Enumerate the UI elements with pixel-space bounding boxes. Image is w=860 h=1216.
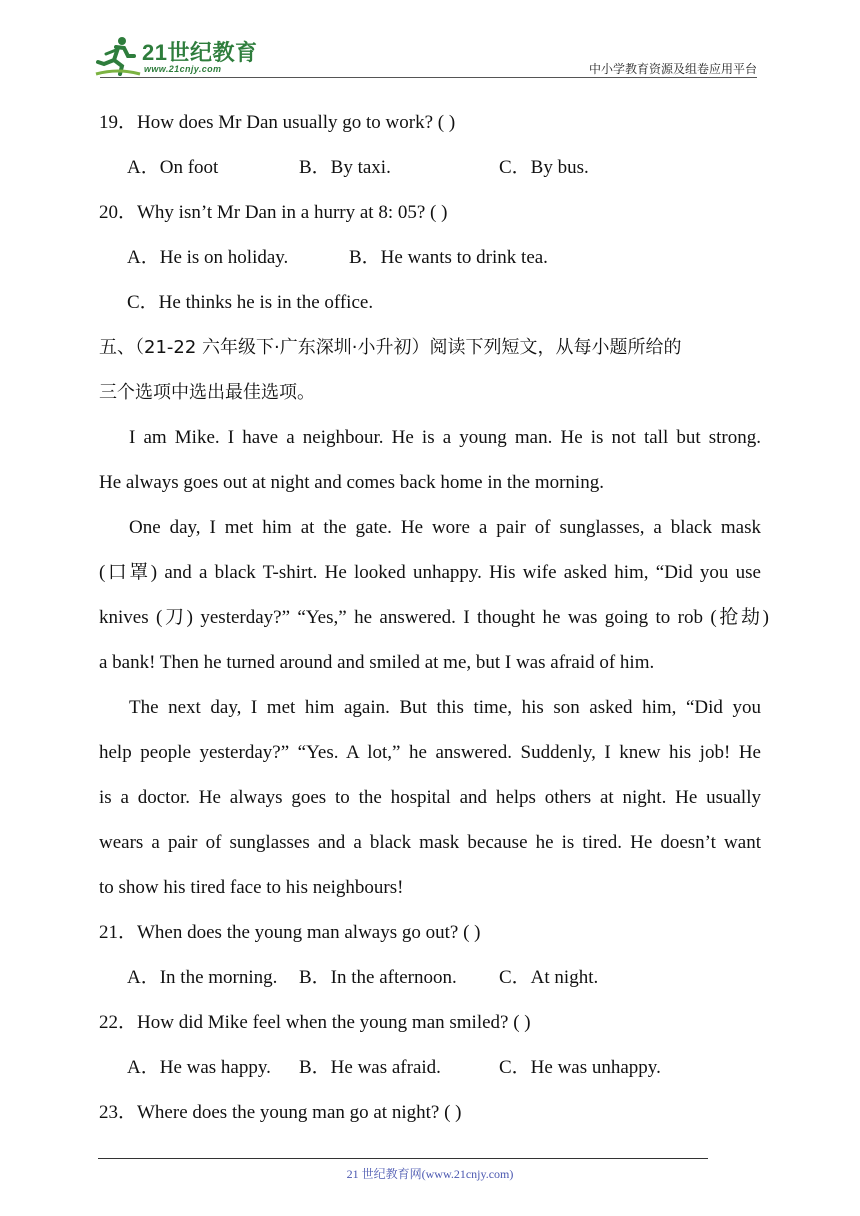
question-21: 21．When does the young man always go out? ( ) [99,922,481,943]
question-23: 23．Where does the young man go at night? ( ) [99,1102,462,1123]
logo-text: 21世纪教育 [142,40,258,65]
option-c: C．He thinks he is in the office. [127,292,374,313]
option-b: B．He was afraid. [299,1057,441,1078]
site-logo[interactable] [94,34,264,78]
option-a: A．On foot [127,157,219,178]
header-tagline: 中小学教育资源及组卷应用平台 [588,62,757,76]
option-a: A．He was happy. [127,1057,271,1078]
section-5-heading-cont: 三个选项中选出最佳选项。 [99,382,315,403]
question-20: 20．Why isn’t Mr Dan in a hurry at 8: 05? ( ) [99,202,448,223]
passage-line: wears a pair of sunglasses and a black mask because he is tired. He doesn’t want [99,832,761,853]
question-19: 19．How does Mr Dan usually go to work? ( ) [99,112,456,133]
logo-url: www.21cnjy.com [144,64,222,74]
passage-line: One day, I met him at the gate. He wore a pair of sunglasses, a black mask [129,517,761,538]
option-c: C．He was unhappy. [499,1057,661,1078]
page-header [0,0,860,80]
option-c: C．By bus. [499,157,589,178]
passage-line: I am Mike. I have a neighbour. He is a young man. He is not tall but strong. [129,427,761,448]
passage-line: knives (刀) yesterday?” “Yes,” he answered. I thought he was going to rob (抢劫) [99,607,769,628]
option-b: B．He wants to drink tea. [349,247,548,268]
option-a: A．He is on holiday. [127,247,289,268]
passage-line: to show his tired face to his neighbours! [99,877,404,898]
passage-line: is a doctor. He always goes to the hospital and helps others at night. He usually [99,787,761,808]
footer-divider [98,1158,708,1159]
option-c: C．At night. [499,967,599,988]
option-a: A．In the morning. [127,967,278,988]
option-b: B．By taxi. [299,157,391,178]
section-5-heading: 五、（21-22 六年级下·广东深圳·小升初）阅读下列短文，从每小题所给的 [99,337,682,358]
passage-line: a bank! Then he turned around and smiled at me, but I was afraid of him. [99,652,655,673]
footer-link[interactable]: 21 世纪教育网(www.21cnjy.com) [346,1167,514,1181]
passage-line: help people yesterday?” “Yes. A lot,” he answered. Suddenly, I knew his job! He [99,742,761,763]
option-b: B．In the afternoon. [299,967,457,988]
passage-line: (口罩) and a black T-shirt. He looked unhappy. His wife asked him, “Did you use [99,562,761,583]
header-divider [100,77,757,78]
passage-line: He always goes out at night and comes back home in the morning. [99,472,604,493]
runner-logo-icon [94,34,142,78]
passage-line: The next day, I met him again. But this time, his son asked him, “Did you [129,697,761,718]
question-22: 22．How did Mike feel when the young man smiled? ( ) [99,1012,531,1033]
